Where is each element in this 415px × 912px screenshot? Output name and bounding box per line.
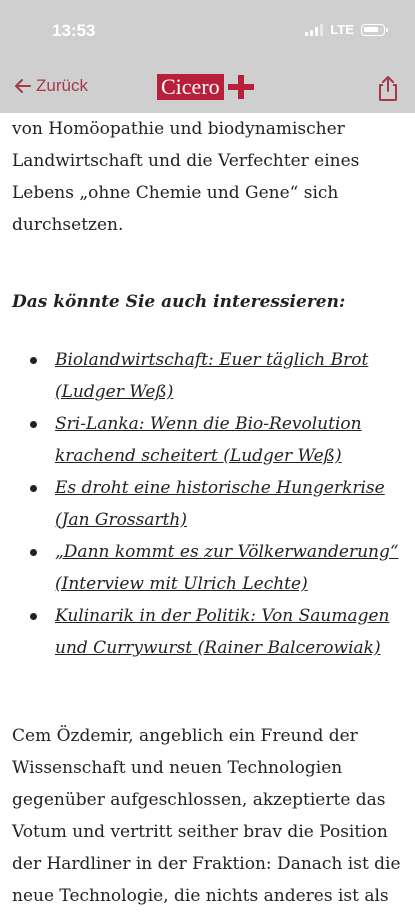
list-item: [0, 600, 415, 664]
logo-text: Cicero: [157, 74, 224, 100]
related-heading: Das könnte Sie auch interessieren:: [12, 292, 346, 312]
bullet-icon: [30, 549, 37, 556]
network-label: LTE: [330, 22, 354, 37]
body-paragraph: Cem Özdemir, angeblich ein Freund der Wissenschaft und neuen Technologien gegenüber aufgeschlossen, akzeptierte das Votum und vertritt seither brav die Position der Hardliner in der Fraktion: Danach ist die neue Technologie, die nichts anderes ist als: [12, 726, 401, 906]
list-item: [0, 344, 415, 408]
share-button[interactable]: [375, 74, 401, 106]
intro-paragraph: von Homöopathie und biodynamischer Landwirtschaft und die Verfechter eines Lebens „ohne Chemie und Gene“ sich durchsetzen.: [12, 119, 360, 235]
bullet-icon: [30, 485, 37, 492]
share-icon: [375, 74, 401, 102]
bullet-icon: [30, 613, 37, 620]
cicero-plus-logo: [157, 73, 256, 101]
back-label: Zurück: [36, 76, 88, 95]
list-item: [0, 472, 415, 536]
related-link[interactable]: Es droht eine historische Hungerkrise (Jan Grossarth): [55, 478, 385, 530]
related-list: [0, 344, 415, 664]
arrow-left-icon: [14, 77, 32, 95]
plus-icon: [226, 73, 256, 101]
article-intro: [12, 113, 404, 241]
status-indicators: [305, 22, 385, 37]
related-link[interactable]: Biolandwirtschaft: Euer täglich Brot (Ludger Weß): [55, 350, 369, 402]
signal-icon: [305, 24, 323, 36]
bullet-icon: [30, 421, 37, 428]
related-link[interactable]: Sri-Lanka: Wenn die Bio-Revolution krachend scheitert (Ludger Weß): [55, 414, 362, 466]
list-item: [0, 536, 415, 600]
top-bar: [0, 0, 415, 113]
article-body: [12, 720, 404, 912]
list-item: [0, 408, 415, 472]
back-button[interactable]: [14, 76, 88, 96]
bullet-icon: [30, 357, 37, 364]
status-time: 13:53: [52, 21, 96, 40]
battery-icon: [361, 24, 385, 36]
related-link[interactable]: Kulinarik in der Politik: Von Saumagen und Currywurst (Rainer Balcerowiak): [55, 606, 390, 658]
related-link[interactable]: „Dann kommt es zur Völkerwanderung“ (Interview mit Ulrich Lechte): [55, 542, 399, 594]
